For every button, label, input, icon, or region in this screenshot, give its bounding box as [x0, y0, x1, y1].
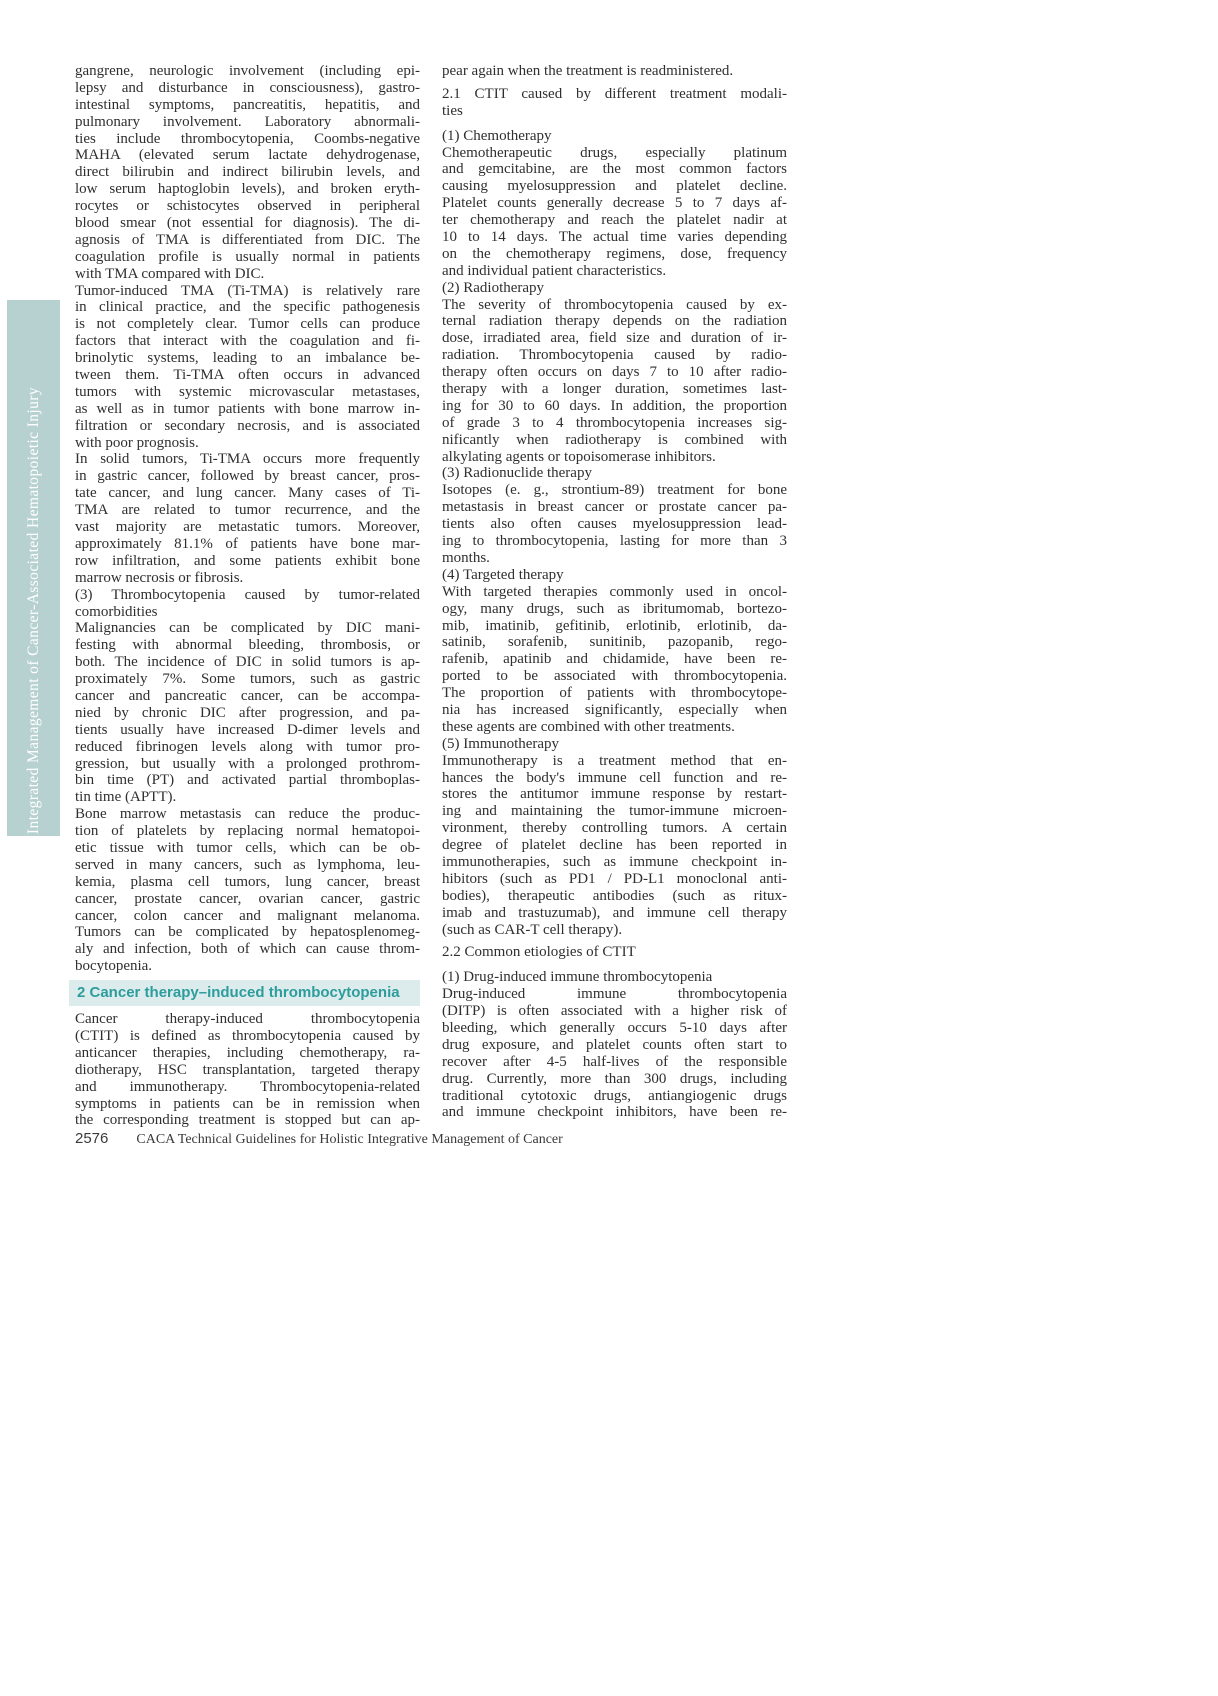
sidebar-band — [7, 300, 60, 836]
text-line: Cancer therapy-induced thrombocytopenia — [75, 1011, 420, 1028]
paragraph — [442, 986, 787, 1121]
text-line: ternal radiation therapy depends on the radiation — [442, 313, 787, 330]
text-line: bleeding, which generally occurs 5-10 days after — [442, 1019, 787, 1036]
paragraph — [75, 806, 420, 975]
text-line: (2) Radiotherapy — [442, 279, 545, 296]
paragraph — [442, 145, 787, 280]
paragraph — [442, 297, 787, 466]
text-line: blood smear (not essential for diagnosis). The di- — [75, 215, 420, 232]
text-line: tween them. Ti-TMA often occurs in advanced — [75, 367, 420, 384]
text-line: In solid tumors, Ti-TMA occurs more frequently — [75, 451, 420, 468]
text-line: Platelet counts generally decrease 5 to 7 days af- — [442, 195, 787, 212]
text-line: these agents are combined with other treatments. — [442, 718, 735, 735]
text-line: the corresponding treatment is stopped but can ap- — [75, 1112, 420, 1129]
left-column — [75, 63, 420, 1129]
text-line: in gastric cancer, followed by breast cancer, pros- — [75, 468, 420, 485]
text-line: (5) Immunotherapy — [442, 735, 560, 752]
text-line: nificantly when radiotherapy is combined with — [442, 431, 787, 448]
text-line: nied by chronic DIC after progression, and pa- — [75, 704, 420, 721]
text-line: proximately 7%. Some tumors, such as gastric — [75, 671, 420, 688]
text-line: 2.2 Common etiologies of CTIT — [442, 944, 636, 961]
text-line: (1) Chemotherapy — [442, 127, 552, 144]
subsection-heading — [442, 86, 787, 120]
paragraph — [442, 63, 787, 80]
text-line: radiation. Thrombocytopenia caused by radio- — [442, 347, 787, 364]
text-line: with poor prognosis. — [75, 434, 199, 451]
text-line: on the chemotherapy regimens, dose, frequency — [442, 245, 787, 262]
text-line: Bone marrow metastasis can reduce the produc- — [75, 806, 420, 823]
paragraph — [442, 736, 787, 753]
text-line: imab and trastuzumab), and immune cell therapy — [442, 904, 787, 921]
text-line: drug exposure, and platelet counts often start to — [442, 1036, 787, 1053]
text-line: traditional cytotoxic drugs, antiangiogenic drugs — [442, 1087, 787, 1104]
paragraph — [75, 63, 420, 283]
text-line: reduced fibrinogen levels along with tumor pro- — [75, 738, 420, 755]
text-line: tion of platelets by replacing normal hematopoi- — [75, 823, 420, 840]
paragraph — [442, 465, 787, 482]
text-line: MAHA (elevated serum lactate dehydrogenase, — [75, 147, 420, 164]
text-line: months. — [442, 549, 490, 566]
text-line: and individual patient characteristics. — [442, 262, 667, 279]
text-line: alkylating agents or topoisomerase inhibitors. — [442, 448, 716, 465]
paragraph — [75, 620, 420, 806]
paragraph — [75, 283, 420, 452]
text-line: (3) Radionuclide therapy — [442, 465, 592, 482]
text-line: metastasis in breast cancer or prostate cancer pa- — [442, 499, 787, 516]
text-line: degree of platelet decline has been reported in — [442, 837, 787, 854]
text-line: Isotopes (e. g., strontium-89) treatment for bone — [442, 482, 787, 499]
text-line: TMA are related to tumor recurrence, and the — [75, 502, 420, 519]
text-line: as well as in tumor patients with bone marrow in- — [75, 400, 420, 417]
text-line: (such as CAR-T cell therapy). — [442, 921, 623, 938]
text-line: tients also often causes myelosuppression lead- — [442, 516, 787, 533]
text-line: lepsy and disturbance in consciousness), gastro- — [75, 79, 420, 96]
paragraph — [442, 280, 787, 297]
text-line: Malignancies can be complicated by DIC mani- — [75, 620, 420, 637]
subsection-heading — [442, 944, 787, 961]
text-line: brinolytic systems, leading to an imbalance be- — [75, 350, 420, 367]
text-line: dose, irradiated area, field size and duration of ir- — [442, 330, 787, 347]
text-line: (4) Targeted therapy — [442, 566, 564, 583]
text-line: Drug-induced immune thrombocytopenia — [442, 986, 787, 1003]
text-line: is not completely clear. Tumor cells can produce — [75, 316, 420, 333]
text-line: with TMA compared with DIC. — [75, 265, 265, 282]
paragraph — [442, 969, 787, 986]
text-line: and gemcitabine, are the most common factors — [442, 161, 787, 178]
section-heading: 2 Cancer therapy–induced thrombocytopenia — [69, 980, 420, 1006]
text-line: mib, imatinib, gefitinib, erlotinib, erlotinib, da- — [442, 617, 787, 634]
right-column — [442, 63, 787, 1121]
journal-title: CACA Technical Guidelines for Holistic Integrative Management of Cancer — [136, 1132, 563, 1147]
paragraph — [442, 128, 787, 145]
text-line: bodies), therapeutic antibodies (such as ritux- — [442, 887, 787, 904]
text-line: agnosis of TMA is differentiated from DIC. The — [75, 231, 420, 248]
text-line: drug. Currently, more than 300 drugs, including — [442, 1070, 787, 1087]
text-line: low serum haptoglobin levels), and broken eryth- — [75, 181, 420, 198]
paragraph — [442, 753, 787, 939]
text-line: ing for 30 to 60 days. In addition, the proportion — [442, 397, 787, 414]
text-line: gression, but usually with a prolonged prothrom- — [75, 755, 420, 772]
text-line: rafenib, apatinib and chidamide, have been re- — [442, 651, 787, 668]
text-line: satinib, sorafenib, sunitinib, pazopanib, rego- — [442, 634, 787, 651]
text-line: comorbidities — [75, 603, 158, 620]
text-line: Immunotherapy is a treatment method that en- — [442, 752, 787, 769]
paragraph — [75, 1011, 420, 1129]
text-line: ter chemotherapy and reach the platelet nadir at — [442, 212, 787, 229]
text-line: and immune checkpoint inhibitors, have been re- — [442, 1104, 787, 1121]
text-line: pear again when the treatment is readministered. — [442, 63, 734, 79]
text-line: festing with abnormal bleeding, thrombosis, or — [75, 637, 420, 654]
text-line: (DITP) is often associated with a higher risk of — [442, 1003, 787, 1020]
page-number: 2576 — [75, 1130, 109, 1147]
text-line: cancer, colon cancer and malignant melanoma. — [75, 907, 420, 924]
text-line: (CTIT) is defined as thrombocytopenia caused by — [75, 1027, 420, 1044]
paragraph — [442, 584, 787, 736]
text-line: pulmonary involvement. Laboratory abnormali- — [75, 113, 420, 130]
text-line: vast majority are metastatic tumors. Moreover, — [75, 519, 420, 536]
text-line: rocytes or schistocytes observed in peripheral — [75, 198, 420, 215]
text-line: bin time (PT) and activated partial thromboplas- — [75, 772, 420, 789]
text-line: nia has increased significantly, especially when — [442, 701, 787, 718]
text-line: The proportion of patients with thrombocytope- — [442, 685, 787, 702]
paragraph — [75, 451, 420, 586]
text-line: The severity of thrombocytopenia caused by ex- — [442, 296, 787, 313]
text-line: coagulation profile is usually normal in patients — [75, 248, 420, 265]
text-line: tients usually have increased D-dimer levels and — [75, 721, 420, 738]
page-footer — [75, 1130, 563, 1148]
text-line: approximately 81.1% of patients have bone mar- — [75, 535, 420, 552]
text-line: served in many cancers, such as lymphoma, leu- — [75, 856, 420, 873]
text-line: intestinal symptoms, pancreatitis, hepatitis, and — [75, 96, 420, 113]
text-line: recover after 4-5 half-lives of the responsible — [442, 1053, 787, 1070]
text-line: direct bilirubin and indirect bilirubin levels, and — [75, 164, 420, 181]
text-line: 10 to 14 days. The actual time varies depending — [442, 229, 787, 246]
text-line: bocytopenia. — [75, 958, 153, 975]
text-line: cancer, prostate cancer, ovarian cancer, gastric — [75, 890, 420, 907]
text-line: ported to be associated with thrombocytopenia. — [442, 668, 787, 685]
text-line: tin time (APTT). — [75, 789, 177, 806]
text-line: tate cancer, and lung cancer. Many cases of Ti- — [75, 485, 420, 502]
text-line: With targeted therapies commonly used in oncol- — [442, 583, 787, 600]
text-line: in clinical practice, and the specific pathogenesis — [75, 299, 420, 316]
text-line: Tumor-induced TMA (Ti-TMA) is relatively rare — [75, 282, 420, 299]
text-line: tumors with systemic microvascular metastases, — [75, 383, 420, 400]
text-line: symptoms in patients can be in remission when — [75, 1095, 420, 1112]
paragraph — [75, 587, 420, 621]
text-line: ties include thrombocytopenia, Coombs-negative — [75, 130, 420, 147]
paragraph — [442, 482, 787, 566]
sidebar-vertical-title: Integrated Management of Cancer-Associated Hematopoietic Injury — [24, 386, 42, 834]
text-line: factors that interact with the coagulation and fi- — [75, 333, 420, 350]
text-line: Tumors can be complicated by hepatosplenomeg- — [75, 924, 420, 941]
text-line: ogy, many drugs, such as ibritumomab, bortezo- — [442, 600, 787, 617]
text-line: marrow necrosis or fibrosis. — [75, 569, 244, 586]
text-line: 2.1 CTIT caused by different treatment modali- — [442, 85, 787, 102]
text-line: row infiltration, and some patients exhibit bone — [75, 552, 420, 569]
text-line: etic tissue with tumor cells, which can be ob- — [75, 839, 420, 856]
text-line: vironment, thereby controlling tumors. A certain — [442, 820, 787, 837]
text-line: (1) Drug-induced immune thrombocytopenia — [442, 969, 713, 986]
text-line: both. The incidence of DIC in solid tumors is ap- — [75, 654, 420, 671]
text-line: gangrene, neurologic involvement (including epi- — [75, 63, 420, 79]
text-line: (3) Thrombocytopenia caused by tumor-related — [75, 586, 420, 603]
text-line: therapy with a longer duration, sometimes last- — [442, 381, 787, 398]
text-line: aly and infection, both of which can cause throm- — [75, 941, 420, 958]
text-line: immunotherapies, such as immune checkpoint in- — [442, 853, 787, 870]
text-line: hibitors (such as PD1 / PD-L1 monoclonal anti- — [442, 870, 787, 887]
text-line: diotherapy, HSC transplantation, targeted therapy — [75, 1061, 420, 1078]
text-line: filtration or secondary necrosis, and is associated — [75, 417, 420, 434]
text-line: Chemotherapeutic drugs, especially platinum — [442, 144, 787, 161]
text-line: and immunotherapy. Thrombocytopenia-related — [75, 1078, 420, 1095]
text-line: kemia, plasma cell tumors, lung cancer, breast — [75, 873, 420, 890]
paragraph — [442, 567, 787, 584]
text-line: causing myelosuppression and platelet decline. — [442, 178, 787, 195]
text-line: hances the body's immune cell function and re- — [442, 769, 787, 786]
text-line: ing to thrombocytopenia, lasting for more than 3 — [442, 533, 787, 550]
text-line: therapy often occurs on days 7 to 10 after radio- — [442, 364, 787, 381]
text-line: ties — [442, 102, 463, 119]
text-line: of grade 3 to 4 thrombocytopenia increases sig- — [442, 414, 787, 431]
text-line: cancer and pancreatic cancer, can be accompa- — [75, 687, 420, 704]
text-line: anticancer therapies, including chemotherapy, ra- — [75, 1044, 420, 1061]
text-line: ing and maintaining the tumor-immune microen- — [442, 803, 787, 820]
text-line: stores the antitumor immune response by restart- — [442, 786, 787, 803]
